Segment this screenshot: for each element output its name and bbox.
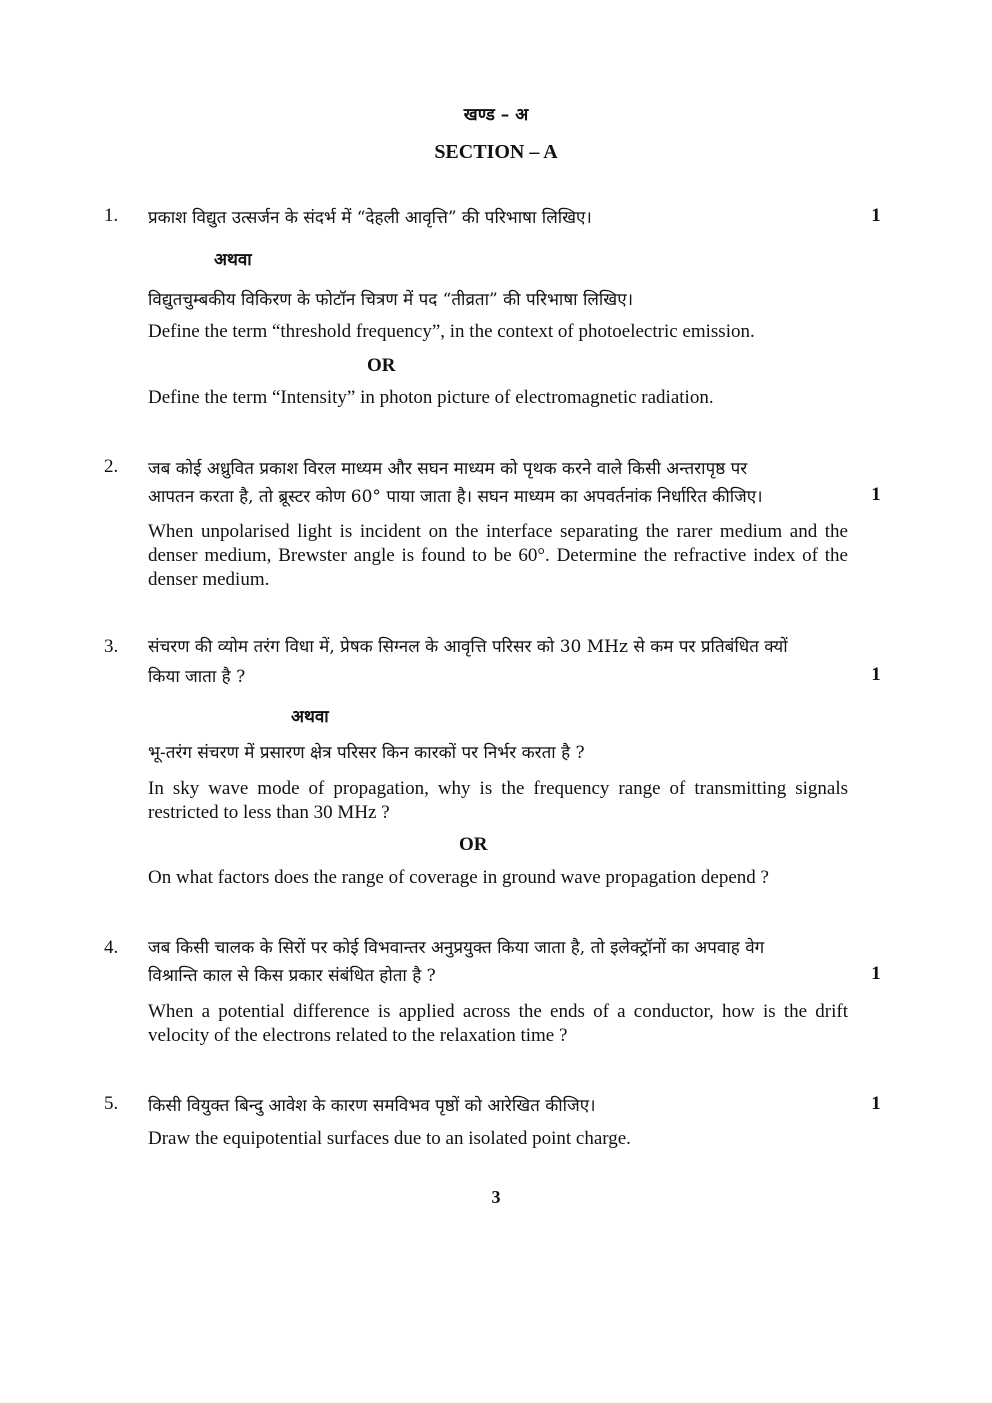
question-hindi-line-1: जब कोई अध्रुवित प्रकाश विरल माध्यम और सघन माध्यम को पृथक करने वाले किसी अन्तरापृष्ठ पर — [148, 459, 748, 479]
question-hindi-alt-text: भू-तरंग संचरण में प्रसारण क्षेत्र परिसर किन कारकों पर निर्भर करता है ? — [148, 743, 585, 763]
or-label-hindi: अथवा — [291, 707, 329, 727]
question-english-text: When unpolarised light is incident on the interface separating the rarer medium and the denser medium, Brewster angle is found to be 60°. Determine the refractive index of the denser medium. — [148, 521, 848, 590]
or-label-english: OR — [459, 834, 488, 855]
question-english-alt-text: On what factors does the range of coverage in ground wave propagation depend ? — [148, 867, 769, 888]
question-hindi-alt-text: विद्युतचुम्बकीय विकिरण के फोटॉन चित्रण में पद “तीव्रता” की परिभाषा लिखिए। — [148, 290, 634, 310]
question-english-alt-text: Define the term “Intensity” in photon picture of electromagnetic radiation. — [148, 387, 714, 408]
page-number: 3 — [491, 1187, 501, 1207]
question-hindi-line-2: आपतन करता है, तो ब्रूस्टर कोण 60° पाया जाता है। सघन माध्यम का अपवर्तनांक निर्धारित कीजिए। — [148, 487, 763, 507]
question-number: 4. — [104, 937, 119, 958]
question-english-text: Define the term “threshold frequency”, in the context of photoelectric emission. — [148, 321, 755, 342]
question-english-text: When a potential difference is applied across the ends of a conductor, how is the drift velocity of the electrons related to the relaxation time ? — [148, 1001, 848, 1046]
question-marks: 1 — [871, 1093, 881, 1114]
question-number: 2. — [104, 456, 119, 477]
question-english-text: Draw the equipotential surfaces due to an isolated point charge. — [148, 1128, 631, 1149]
question-number: 3. — [104, 636, 119, 657]
question-hindi-line-1: जब किसी चालक के सिरों पर कोई विभवान्तर अनुप्रयुक्त किया जाता है, तो इलेक्ट्रॉनों का अपवाह वेग — [148, 938, 765, 958]
question-marks: 1 — [871, 205, 881, 226]
question-hindi-text: प्रकाश विद्युत उत्सर्जन के संदर्भ में “देहली आवृत्ति” की परिभाषा लिखिए। — [148, 208, 592, 228]
or-label-hindi: अथवा — [214, 250, 252, 270]
question-english-text: In sky wave mode of propagation, why is the frequency range of transmitting signals restricted to less than 30 MHz ? — [148, 778, 848, 823]
question-number: 5. — [104, 1093, 119, 1114]
or-label-english: OR — [367, 355, 396, 376]
question-marks: 1 — [871, 664, 881, 685]
question-hindi-text: किसी वियुक्त बिन्दु आवेश के कारण समविभव पृष्ठों को आरेखित कीजिए। — [148, 1096, 596, 1116]
section-heading-english: SECTION – A — [434, 141, 558, 163]
question-marks: 1 — [871, 484, 881, 505]
question-hindi-line-2: विश्रान्ति काल से किस प्रकार संबंधित होता है ? — [148, 966, 436, 986]
section-heading-hindi: खण्ड – अ — [463, 105, 529, 125]
question-hindi-line-2: किया जाता है ? — [148, 667, 246, 687]
question-marks: 1 — [871, 963, 881, 984]
question-hindi-line-1: संचरण की व्योम तरंग विधा में, प्रेषक सिग्नल के आवृत्ति परिसर को 30 MHz से कम पर प्रतिबंधित क्यों — [148, 637, 788, 657]
question-number: 1. — [104, 205, 119, 226]
